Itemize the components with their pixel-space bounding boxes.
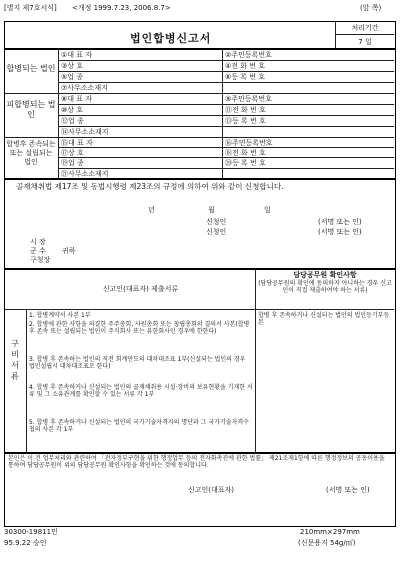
consent-sign[interactable]: (서명 또는 인) — [326, 486, 370, 494]
recipient-suffix: 귀하 — [62, 247, 76, 255]
form-number: [별지 제7호서식] — [4, 4, 57, 12]
applicant-docs-header: 신고인(대표자) 제출서류 — [102, 285, 179, 293]
section-surviving-label: 합병후 존속되는 또는 설립되는 법인 — [6, 140, 56, 166]
field-resident-no-1[interactable]: ②주민등록번호 — [225, 51, 272, 59]
field-resident-no-2[interactable]: ⑨주민등록번호 — [225, 95, 272, 103]
official-check-note: (담당공무원의 확인에 동의하지 아니하는 경우 신고인이 직접 제출하여야 하는 서류) — [258, 280, 392, 294]
field-office-address-3[interactable]: ㉑사무소소재지 — [61, 170, 109, 178]
field-registration-no-3[interactable]: ⑳등 록 번 호 — [225, 159, 266, 167]
recipient-county: 군 수 — [30, 247, 46, 255]
footer-paper: (신문용지 54g/㎡) — [298, 539, 356, 547]
date-day: 일 — [264, 206, 271, 214]
official-check-header: 담당공무원 확인사항 — [293, 271, 357, 279]
field-phone-3[interactable]: ⑱전 화 번 호 — [225, 149, 266, 157]
field-trade-name-1[interactable]: ③상 호 — [61, 62, 84, 70]
section-merging-label: 합병되는 법인 — [6, 64, 56, 73]
field-resident-no-3[interactable]: ⑯주민등록번호 — [225, 139, 273, 147]
field-office-address-1[interactable]: ⑦사무소소재지 — [61, 84, 108, 92]
applicant-sign-2[interactable]: (서명 또는 인) — [318, 228, 362, 236]
doc-item-2: 2. 합병에 관한 사항을 의결한 주주총회, 사원총회 또는 창립총회의 결의서 사본(합병 후 존속 또는 설립되는 법인이 주식회사 또는 유한회사인 경우에 한한다) — [29, 321, 250, 335]
doc-item-4: 4. 합병 후 존속하거나 신설되는 법인의 골재채취용 시설·장비의 보유현황을 기재한 서류 및 그 소유관계를 확인할 수 있는 서류 각 1부 — [29, 384, 253, 398]
doc-item-1: 1. 합병계약서 사본 1부 — [29, 312, 91, 319]
page-side: (앞 쪽) — [360, 4, 382, 12]
field-representative-3[interactable]: ⑮대 표 자 — [61, 139, 93, 147]
processing-label: 처리기간 — [351, 24, 379, 32]
processing-value: 7 일 — [358, 38, 372, 46]
doc-item-5: 5. 합병 후 존속하거나 신설되는 법인의 국가기술자격자의 명단과 그 국가기술자격수첩의 사본 각 1부 — [29, 419, 249, 433]
docs-label: 구비서류 — [11, 339, 19, 381]
field-registration-no-2[interactable]: ⑬등 록 번 호 — [225, 117, 266, 125]
footer-size: 210mm×297mm — [300, 528, 360, 536]
footer-code: 30300-19811민 — [4, 528, 58, 536]
applicant-label-2: 신청인 — [206, 228, 227, 236]
field-trade-name-3[interactable]: ⑰상 호 — [61, 149, 84, 157]
field-representative-1[interactable]: ①대 표 자 — [61, 51, 93, 59]
field-representative-2[interactable]: ⑧대 표 자 — [61, 95, 93, 103]
field-trade-name-2[interactable]: ⑩상 호 — [61, 106, 84, 114]
applicant-sign-1[interactable]: (서명 또는 인) — [318, 218, 362, 226]
applicant-label-1: 신청인 — [206, 218, 227, 226]
statement-text: 골재채취법 제17조 및 동법시행령 제23조의 규정에 의하여 위와 같이 신청합니다. — [16, 182, 284, 191]
field-registration-no-1[interactable]: ⑥등 록 번 호 — [225, 73, 265, 81]
date-year: 년 — [148, 206, 155, 214]
revision-note: <개정 1999.7.23, 2006.8.7> — [72, 4, 171, 12]
date-month: 월 — [208, 206, 215, 214]
footer-approval: 95.9.22 승인 — [4, 539, 47, 547]
page-title: 법인합병신고서 — [130, 32, 212, 45]
recipient-mayor: 시 장 — [30, 238, 46, 246]
field-business-type-1[interactable]: ⑤업 종 — [61, 73, 84, 81]
field-office-address-2[interactable]: ⑭사무소소재지 — [61, 128, 109, 136]
section-merged-label: 피합병되는 법인 — [6, 100, 56, 119]
official-doc-item: 합병 후 존속하거나 신설되는 법인의 법인등기부등본 — [258, 312, 390, 326]
consent-signer: 신고인(대표자) — [188, 486, 235, 494]
doc-item-3: 3. 합병 후 존속하는 법인의 직전 회계연도의 대차대조표 1부(신설되는 법인의 경우 법인설립시 대차대조표로 한다) — [29, 356, 246, 370]
field-phone-1[interactable]: ④전 화 번 호 — [225, 62, 265, 70]
field-business-type-3[interactable]: ⑲업 종 — [61, 159, 84, 167]
recipient-district: 구청장 — [30, 256, 51, 264]
field-business-type-2[interactable]: ⑫업 종 — [61, 117, 84, 125]
consent-text: 본인은 이 건 업무처리와 관련하여 「전자정부구현을 위한 행정업무 등의 전자화촉진에 관한 법률」 제21조제1항에 따른 행정정보의 공동이용을 통하여 담당공무원이 위의 담당공무원 확인사항을 확인하는 것에 동의합니다. — [8, 455, 385, 469]
field-phone-2[interactable]: ⑪전 화 번 호 — [225, 106, 266, 114]
